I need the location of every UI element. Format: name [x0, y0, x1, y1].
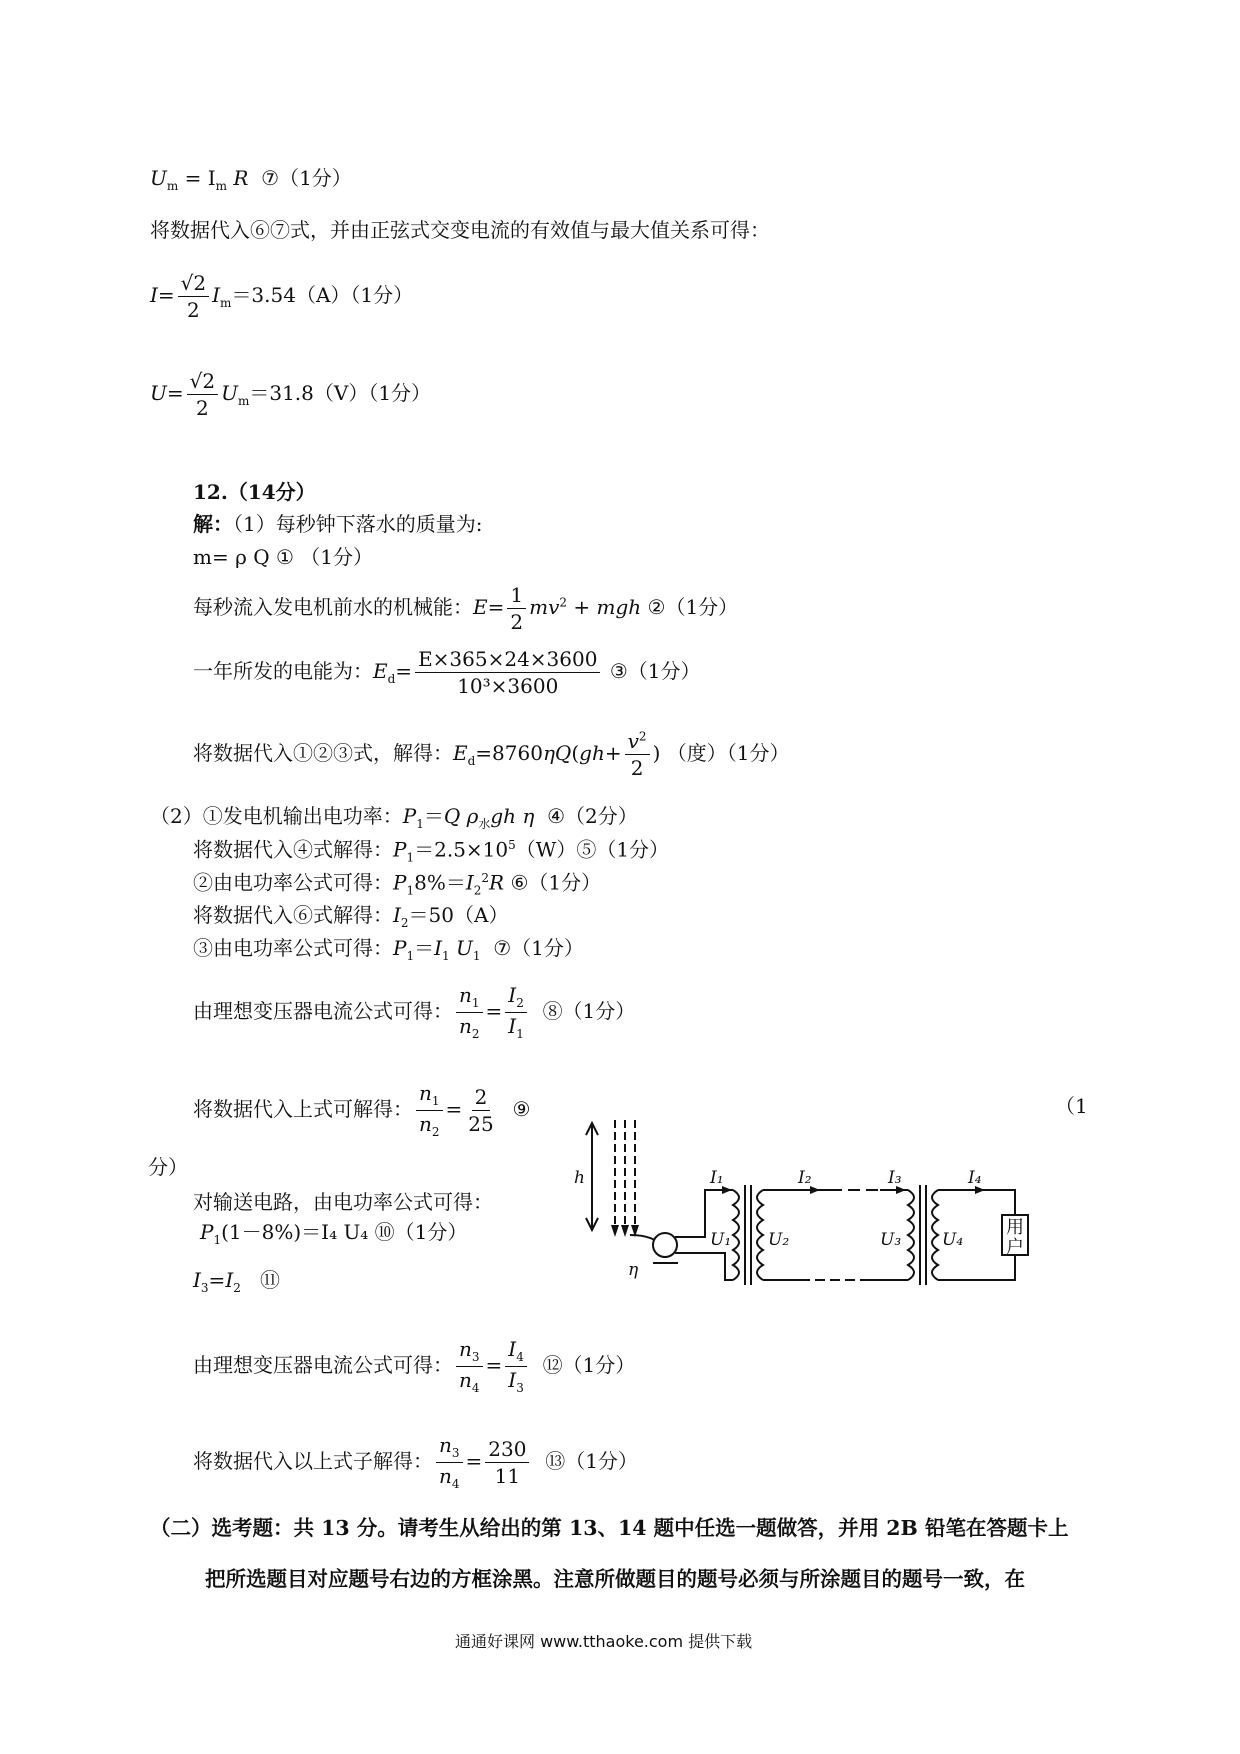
text-line: 将数据代入④式解得：$P_1=2.5\times 10^5(W)⑤(1$分）	[193, 837, 670, 865]
section-heading: （二）选考题：共 13 分。请考生从给出的第 13、14 题中任选一题做答，并用 2B 铅笔在答题卡上	[150, 1516, 1069, 1540]
text-line: $P_1(1-8\%)=I_4$ U₄ ⑩（1分）	[200, 1220, 468, 1247]
label-h: h	[574, 1168, 585, 1188]
power-transmission-diagram	[570, 1115, 1050, 1320]
label-u2: U₂	[768, 1230, 790, 1250]
text-line: ③由电功率公式可得：$P_1=I_1$ $U_1$ ⑦（1分）	[193, 936, 584, 963]
formula-ratio-3: 由理想变压器电流公式可得： $\frac{n_3}{n_4}$ = $\frac{I_4}{I_3}$ ⑫（1分）	[193, 1337, 636, 1396]
text-line: （1	[1055, 1094, 1088, 1118]
formula-um: $U_m = I_m$ R ⑦（1分）	[150, 166, 352, 193]
footer: 通通好课网 www.tthaoke.com 提供下载	[455, 1632, 753, 1651]
text-line: 将数据代入⑥式解得：$I_2=50(A)$	[193, 903, 509, 930]
formula-ratio-4: 将数据代入以上式子解得： $\frac{n_3}{n_4}$ = $\frac{230}{11}$ ⑬（1分）	[193, 1433, 638, 1492]
formula-ed-result: 将数据代入①②③式，解得：$E_d=8760\eta Q(gh+$ $\frac{v^2}{2}$ ) （度）（1分）	[193, 729, 790, 780]
formula-ed: 一年所发的电能为：$E_d=$ $\frac{E\times 365\times 24\times 3600}{\text{10³×3600}}$ ③（1分）	[193, 647, 701, 698]
label-u1: U₁	[710, 1230, 732, 1250]
text-line: ②由电功率公式可得：$P_18\%=I_2^2R$ ⑥（1分）	[193, 870, 602, 898]
formula-i: I= $\frac{√2}{2}$ $I_m=3.54(A)(1$分）	[150, 271, 414, 322]
label-i1: I₁	[710, 1168, 724, 1188]
text-line: m= ρ Q ① （1分）	[193, 545, 373, 569]
label-user-2: 户	[1006, 1237, 1024, 1258]
label-eta: η	[628, 1260, 639, 1280]
section-heading-cont: 把所选题目对应题号右边的方框涂黑。注意所做题目的题号必须与所涂题目的题号一致，在	[205, 1567, 1025, 1591]
text-line: （2）①发电机输出电功率：$P_1=Q$ $\rho_水gh$ η ④（2分）	[150, 804, 638, 831]
label-i3: I₃	[888, 1168, 902, 1188]
text-line: 对输送电路，由电功率公式可得：	[193, 1190, 493, 1214]
formula-ratio-2: 将数据代入上式可解得： $\frac{n_1}{n_2}$ = $\frac{2}{25}$ ⑨	[193, 1081, 531, 1140]
formula-e: 每秒流入发电机前水的机械能：E= $\frac{1}{2}$ $mv^2$ + mgh ②（1分）	[193, 583, 739, 634]
question-title: 12.（14分）	[193, 480, 316, 504]
formula-u: U= $\frac{√2}{2}$ $U_m=31.8(V)(1$分）	[150, 369, 432, 420]
label-u3: U₃	[880, 1230, 902, 1250]
label-i4: I₄	[968, 1168, 982, 1188]
label-user-1: 用	[1006, 1217, 1024, 1238]
label-u4: U₄	[942, 1230, 964, 1250]
label-i2: I₂	[798, 1168, 812, 1188]
text-line: 解：（1）每秒钟下落水的质量为:	[193, 512, 483, 536]
text-line: 将数据代入⑥⑦式，并由正弦式交变电流的有效值与最大值关系可得：	[150, 218, 770, 242]
text-line: 分）	[148, 1155, 188, 1179]
text-line: $I_3=I_2$ ⑪	[193, 1268, 280, 1295]
formula-ratio-1: 由理想变压器电流公式可得： $\frac{n_1}{n_2}$ = $\frac{I_2}{I_1}$ ⑧（1分）	[193, 983, 636, 1042]
